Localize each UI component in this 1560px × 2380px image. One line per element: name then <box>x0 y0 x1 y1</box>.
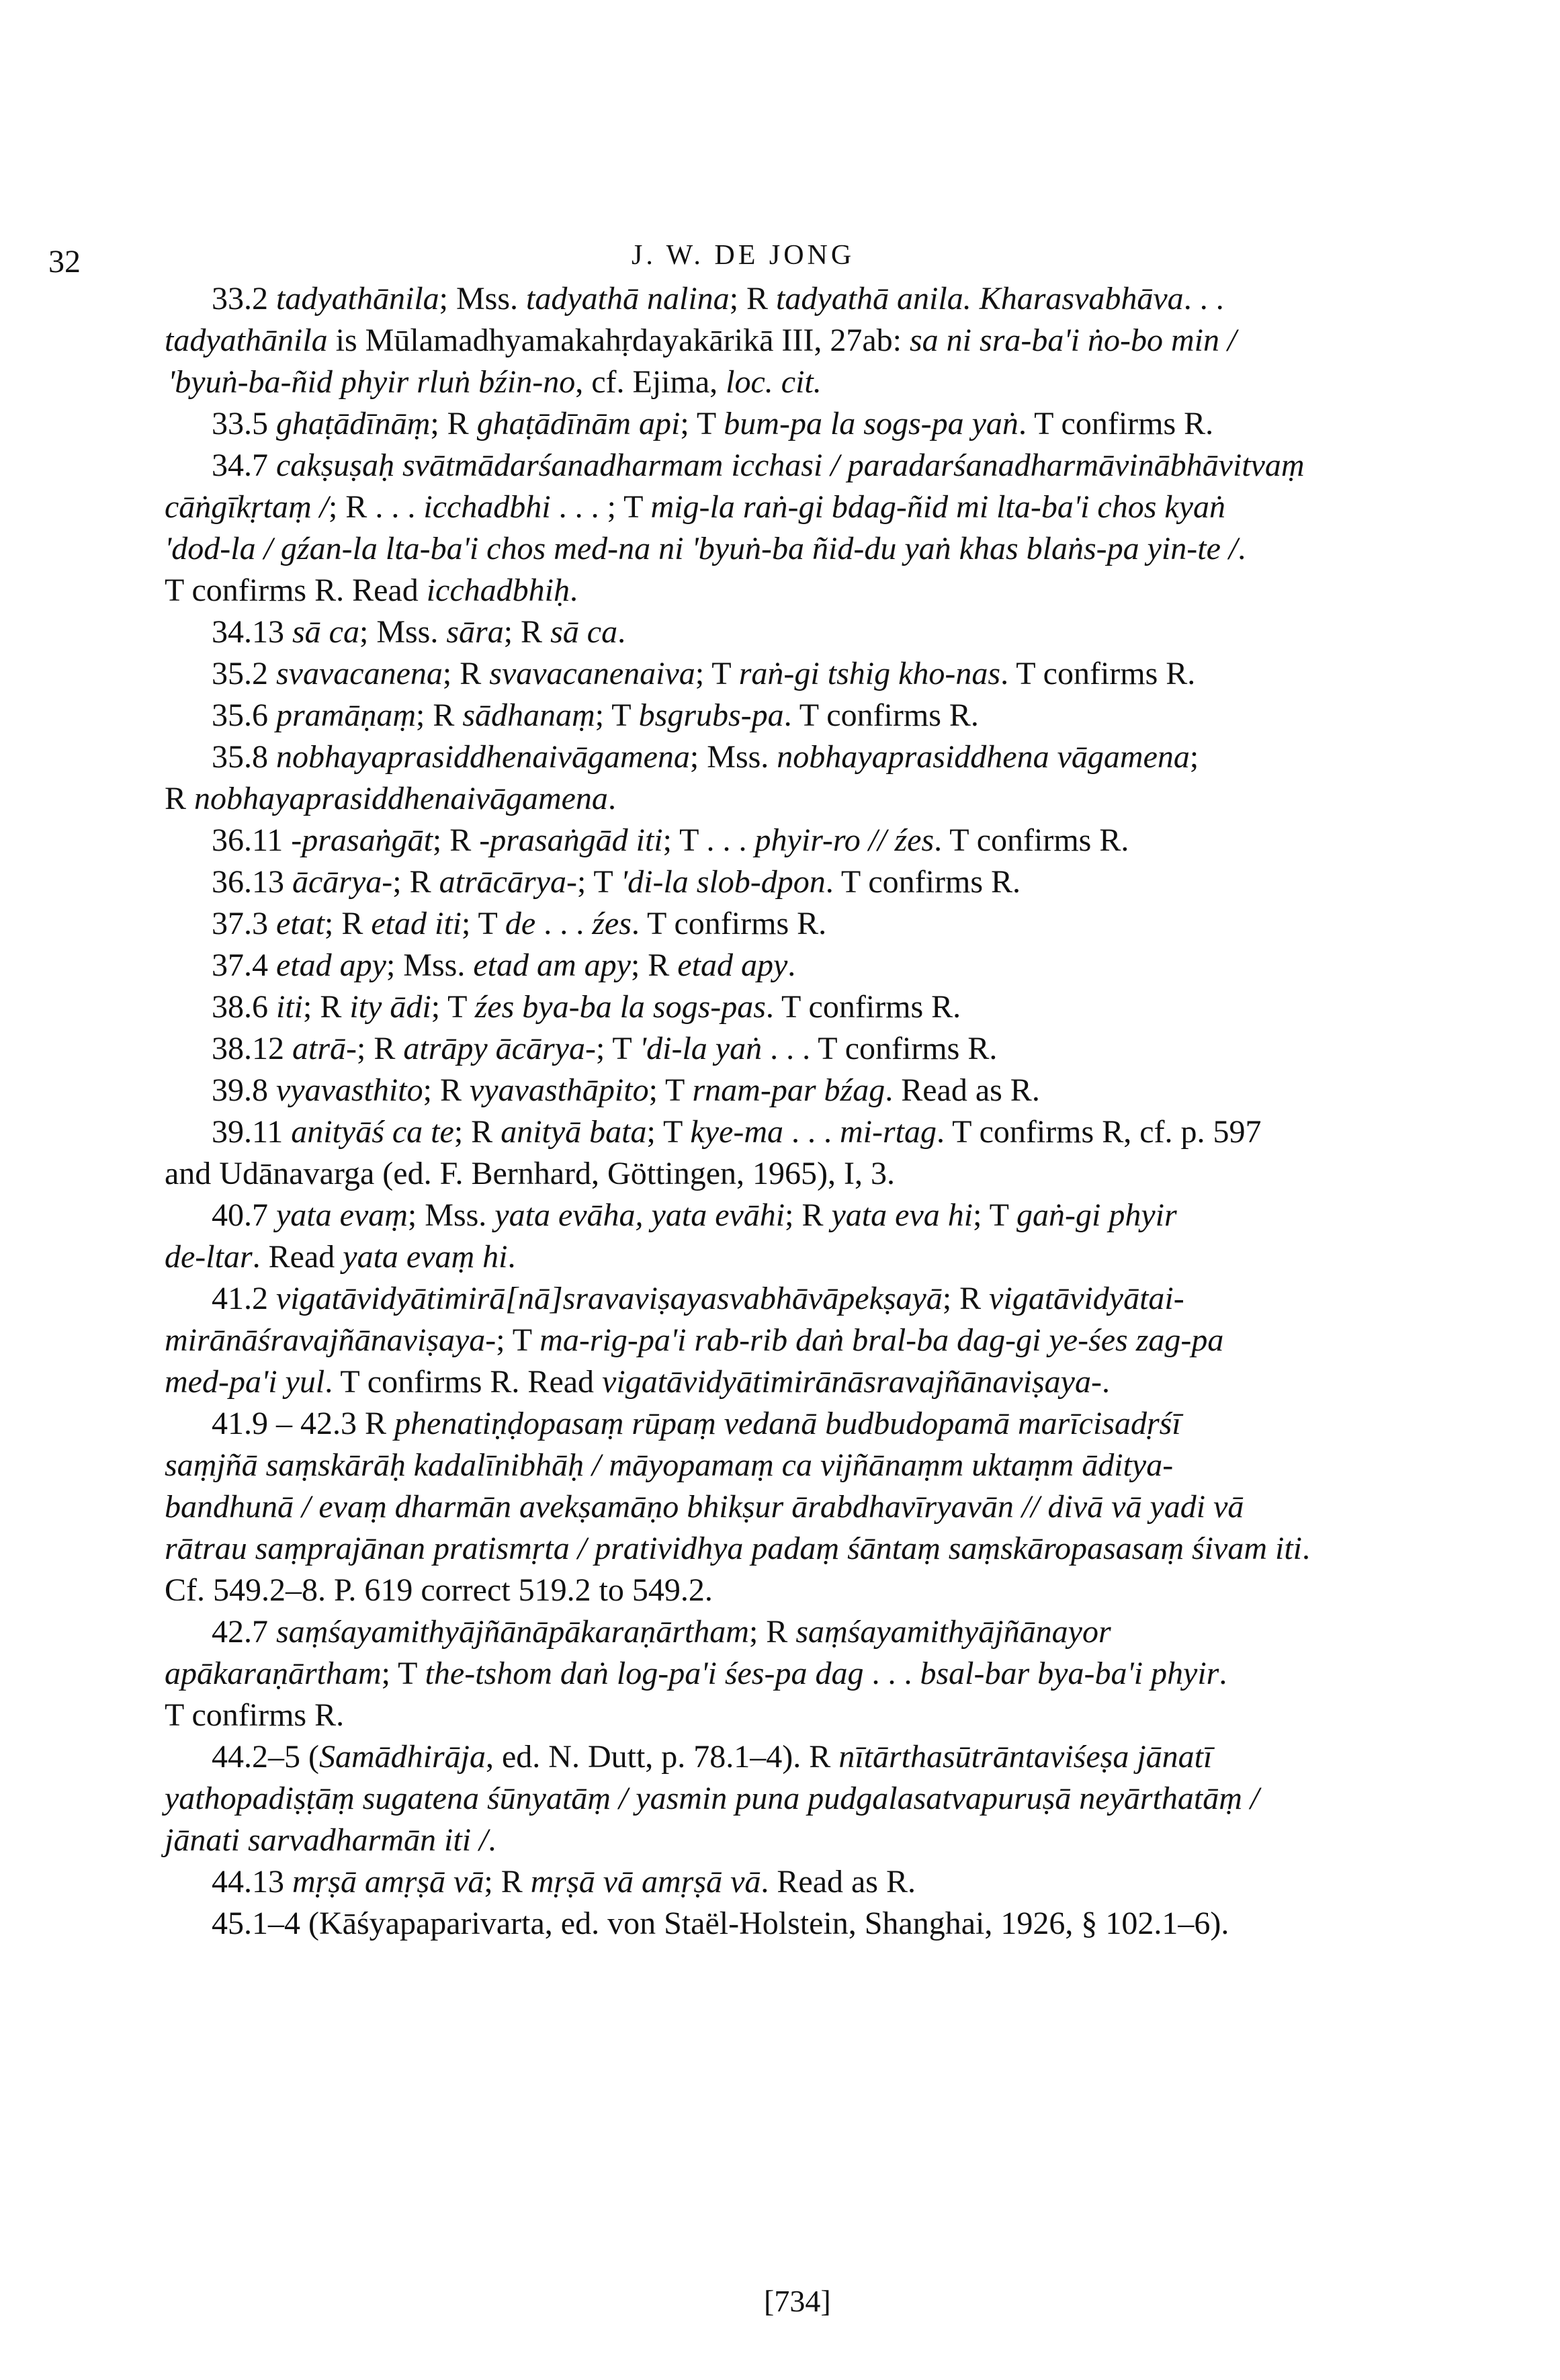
text-line: med-pa'i yul. T confirms R. Read vigatāvidyātimirānāsravajñānaviṣaya-. <box>165 1364 1110 1400</box>
text-line: 39.11 anityāś ca te; R anityā bata; T kye-ma . . . mi-rtag. T confirms R, cf. p. 597 <box>212 1114 1262 1150</box>
text-line: tadyathānila is Mūlamadhyamakahṛdayakārikā III, 27ab: sa ni sra-ba'i ṅo-bo min / <box>165 323 1237 358</box>
text-line: 36.13 ācārya-; R atrācārya-; T 'di-la slob-dpon. T confirms R. <box>212 864 1021 900</box>
text-line: 35.6 pramāṇaṃ; R sādhanaṃ; T bsgrubs-pa. T confirms R. <box>212 697 979 733</box>
text-line: 36.11 -prasaṅgāt; R -prasaṅgād iti; T . . . phyir-ro // źes. T confirms R. <box>212 822 1129 858</box>
page-number: 32 <box>48 244 81 280</box>
text-line: 34.13 sā ca; Mss. sāra; R sā ca. <box>212 614 626 650</box>
text-line: 45.1–4 (Kāśyapaparivarta, ed. von Staël-Holstein, Shanghai, 1926, § 102.1–6). <box>212 1906 1229 1941</box>
text-line: 33.2 tadyathānila; Mss. tadyathā nalina; R tadyathā anila. Kharasvabhāva. . . <box>212 281 1224 316</box>
text-line: 41.2 vigatāvidyātimirā[nā]sravaviṣayasvabhāvāpekṣayā; R vigatāvidyātai- <box>212 1281 1184 1316</box>
text-line: yathopadiṣṭāṃ sugatena śūnyatāṃ / yasmin puna pudgalasatvapuruṣā neyārthatāṃ / <box>165 1781 1260 1816</box>
text-line: de-ltar. Read yata evaṃ hi. <box>165 1239 516 1275</box>
text-line: and Udānavarga (ed. F. Bernhard, Göttingen, 1965), I, 3. <box>165 1156 895 1191</box>
text-line: rātrau saṃprajānan pratismṛta / pratividhya padaṃ śāntaṃ saṃskāropasasaṃ śivam iti. <box>165 1531 1310 1566</box>
running-head: J. W. DE JONG <box>632 240 855 271</box>
text-line: 37.3 etat; R etad iti; T de . . . źes. T confirms R. <box>212 906 827 941</box>
text-line: 'byuṅ-ba-ñid phyir rluṅ bźin-no, cf. Ejima, loc. cit. <box>168 364 822 400</box>
text-line: bandhunā / evaṃ dharmān avekṣamāṇo bhikṣur ārabdhavīryavān // divā vā yadi vā <box>165 1489 1244 1525</box>
text-line: T confirms R. <box>165 1697 345 1733</box>
text-line: T confirms R. Read icchadbhiḥ. <box>165 572 578 608</box>
text-line: 38.12 atrā-; R atrāpy ācārya-; T 'di-la yaṅ . . . T confirms R. <box>212 1031 998 1066</box>
text-line: 44.2–5 (Samādhirāja, ed. N. Dutt, p. 78.1–4). R nītārthasūtrāntaviśeṣa jānatī <box>212 1739 1213 1775</box>
text-line: 40.7 yata evaṃ; Mss. yata evāha, yata evāhi; R yata eva hi; T gaṅ-gi phyir <box>212 1197 1177 1233</box>
text-line: 39.8 vyavasthito; R vyavasthāpito; T rnam-par bźag. Read as R. <box>212 1072 1040 1108</box>
text-line: cāṅgīkṛtaṃ /; R . . . icchadbhi . . . ; T mig-la raṅ-gi bdag-ñid mi lta-ba'i chos kyaṅ <box>165 489 1226 525</box>
text-line: 35.2 svavacanena; R svavacanenaiva; T raṅ-gi tshig kho-nas. T confirms R. <box>212 656 1196 691</box>
text-line: 'dod-la / gźan-la lta-ba'i chos med-na ni 'byuṅ-ba ñid-du yaṅ khas blaṅs-pa yin-te /. <box>165 531 1246 566</box>
text-line: 34.7 cakṣuṣaḥ svātmādarśanadharmam icchasi / paradarśanadharmāvinābhāvitvaṃ <box>212 448 1305 483</box>
text-line: 38.6 iti; R ity ādi; T źes bya-ba la sogs-pas. T confirms R. <box>212 989 961 1025</box>
text-line: mirānāśravajñānaviṣaya-; T ma-rig-pa'i rab-rib daṅ bral-ba dag-gi ye-śes zag-pa <box>165 1322 1224 1358</box>
text-line: R nobhayaprasiddhenaivāgamena. <box>165 781 616 816</box>
text-line: 41.9 – 42.3 R phenatiṇḍopasaṃ rūpaṃ vedanā budbudopamā marīcisadṛśī <box>212 1406 1181 1441</box>
text-line: 42.7 saṃśayamithyājñānāpākaraṇārtham; R saṃśayamithyājñānayor <box>212 1614 1111 1650</box>
text-line: 35.8 nobhayaprasiddhenaivāgamena; Mss. nobhayaprasiddhena vāgamena; <box>212 739 1199 775</box>
text-line: saṃjñā saṃskārāḥ kadalīnibhāḥ / māyopamaṃ ca vijñānaṃm uktaṃm āditya- <box>165 1447 1174 1483</box>
text-line: 37.4 etad apy; Mss. etad am apy; R etad apy. <box>212 947 796 983</box>
folio: [734] <box>764 2284 831 2318</box>
text-line: apākaraṇārtham; T the-tshom daṅ log-pa'i śes-pa dag . . . bsal-bar bya-ba'i phyir. <box>165 1656 1227 1691</box>
text-line: Cf. 549.2–8. P. 619 correct 519.2 to 549.2. <box>165 1572 713 1608</box>
text-line: 44.13 mṛṣā amṛṣā vā; R mṛṣā vā amṛṣā vā. Read as R. <box>212 1864 916 1900</box>
text-line: jānati sarvadharmān iti /. <box>165 1822 496 1858</box>
text-line: 33.5 ghaṭādīnāṃ; R ghaṭādīnām api; T bum-pa la sogs-pa yaṅ. T confirms R. <box>212 406 1214 441</box>
